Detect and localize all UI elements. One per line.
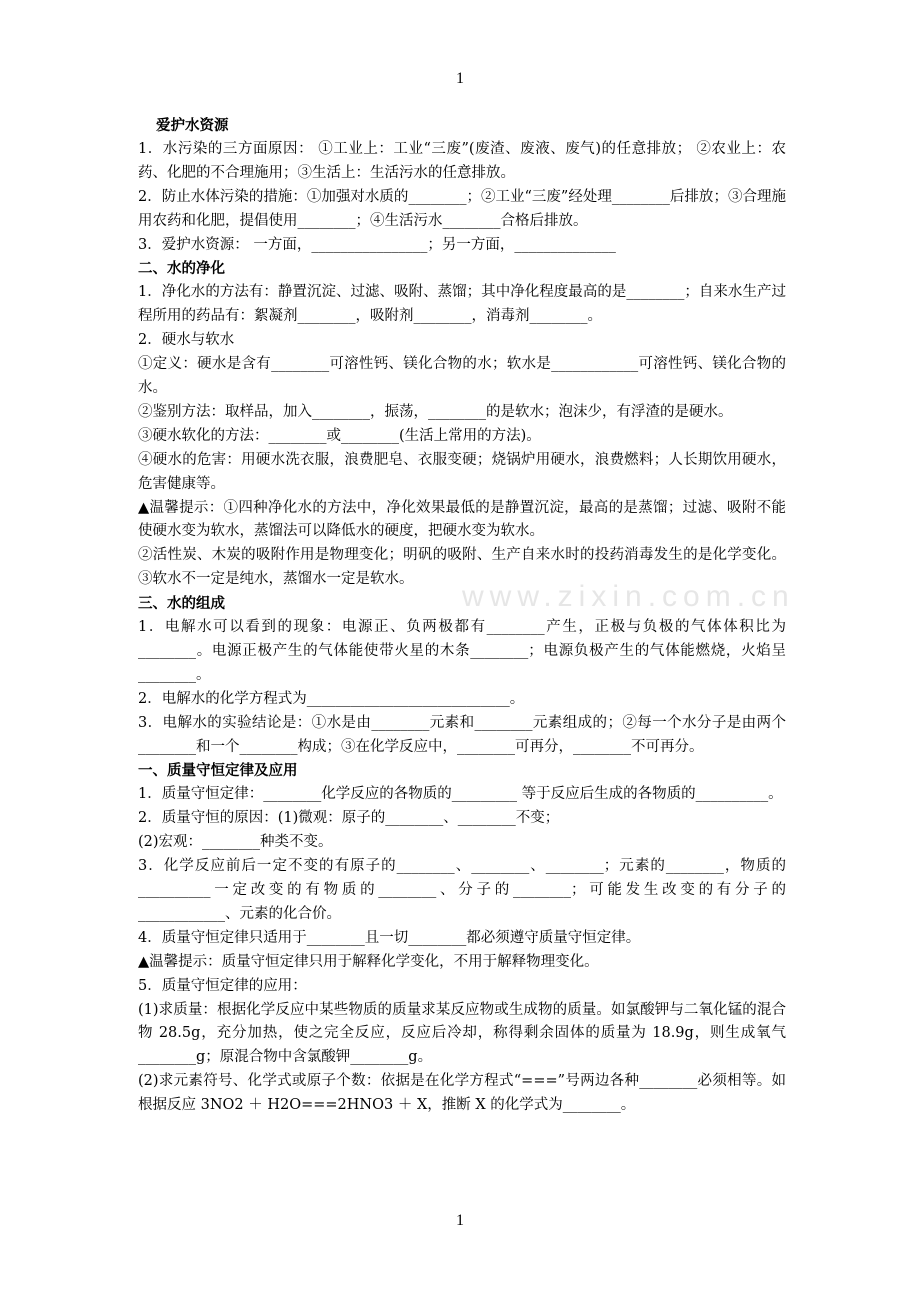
- paragraph: (1)求质量：根据化学反应中某些物质的质量求某反应物或生成物的质量。如氯酸钾与二氧化锰的混合物 28.5g，充分加热，使之完全反应，反应后冷却，称得剩余固体的质量为 18.9g，则生成氧气________g；原混合物中含氯酸钾________g。: [138, 1001, 786, 1066]
- paragraph: 1．净化水的方法有：静置沉淀、过滤、吸附、蒸馏；其中净化程度最高的是________；自来水生产过程所用的药品有：絮凝剂________，吸附剂________，消毒剂________。: [138, 284, 786, 325]
- section-heading: 一、质量守恒定律及应用: [138, 762, 298, 780]
- paragraph: ②活性炭、木炭的吸附作用是物理变化；明矾的吸附、生产自来水时的投药消毒发生的是化学变化。③软水不一定是纯水，蒸馏水一定是软水。: [138, 547, 786, 588]
- paragraph: 1．电解水可以看到的现象：电源正、负两极都有________产生，正极与负极的气体体积比为________。电源正极产生的气体能使带火星的木条________；电源负极产生的气体能燃烧，火焰呈________。: [138, 619, 786, 683]
- section-title: 爱护水资源: [156, 117, 229, 134]
- paragraph: ④硬水的危害：用硬水洗衣服，浪费肥皂、衣服变硬；烧锅炉用硬水，浪费燃料；人长期饮用硬水，危害健康等。: [138, 451, 786, 492]
- paragraph: 1．水污染的三方面原因： ①工业上：工业“三废”(废渣、废液、废气)的任意排放； ②农业上：农药、化肥的不合理施用；③生活上：生活污水的任意排放。: [138, 140, 786, 181]
- paragraph: 3．爱护水资源： 一方面，________________；另一方面，______________: [138, 236, 616, 253]
- paragraph: 2．硬水与软水: [138, 332, 235, 349]
- paragraph: 3．化学反应前后一定不变的有原子的________、________、________；元素的________，物质的__________一定改变的有物质的________、分子的________；可能发生改变的有分子的____________、元素的化合价。: [138, 858, 786, 922]
- paragraph: 1．质量守恒定律：________化学反应的各物质的_________ 等于反应后生成的各物质的__________。: [138, 786, 783, 803]
- watermark: www.zixin.com.cn: [462, 580, 795, 613]
- paragraph: (2)求元素符号、化学式或原子个数：依据是在化学方程式“===”号两边各种________必须相等。如根据反应 3NO2 ＋ H2O===2HNO3 ＋ X，推断 X 的化学式为________。: [138, 1073, 786, 1114]
- paragraph: 3．电解水的实验结论是：①水是由________元素和________元素组成的；②每一个水分子是由两个________和一个________构成；③在化学反应中，________可再分，________不可再分。: [138, 714, 786, 755]
- document-body: [138, 114, 786, 1118]
- page-number-bottom: 1: [456, 1212, 464, 1229]
- paragraph: 2．防止水体污染的措施：①加强对水质的________；②工业“三废”经处理________后排放；③合理施用农药和化肥，提倡使用________；④生活污水________合格后排放。: [138, 188, 786, 229]
- paragraph: 5．质量守恒定律的应用：: [138, 977, 307, 994]
- section-heading: 二、水的净化: [138, 260, 225, 278]
- paragraph: ②鉴别方法：取样品，加入________，振荡，________的是软水；泡沫少，有浮渣的是硬水。: [138, 403, 733, 420]
- paragraph: (2)宏观：________种类不变。: [138, 834, 333, 851]
- paragraph: ▲温馨提示：①四种净化水的方法中，净化效果最低的是静置沉淀，最高的是蒸馏；过滤、吸附不能使硬水变为软水，蒸馏法可以降低水的硬度，把硬水变为软水。: [138, 499, 786, 540]
- section-heading: 三、水的组成: [138, 595, 225, 613]
- paragraph: 2．电解水的化学方程式为____________________________。: [138, 690, 525, 707]
- paragraph: 2．质量守恒的原因：(1)微观：原子的________、________不变；: [138, 810, 560, 827]
- paragraph: ▲温馨提示：质量守恒定律只用于解释化学变化，不用于解释物理变化。: [138, 953, 599, 970]
- paragraph: ③硬水软化的方法：________或________(生活上常用的方法)。: [138, 427, 541, 444]
- page-number-top: 1: [456, 70, 464, 87]
- paragraph: ①定义：硬水是含有________可溶性钙、镁化合物的水；软水是____________可溶性钙、镁化合物的水。: [138, 356, 786, 396]
- paragraph: 4．质量守恒定律只适用于________且一切________都必须遵守质量守恒定律。: [138, 929, 641, 946]
